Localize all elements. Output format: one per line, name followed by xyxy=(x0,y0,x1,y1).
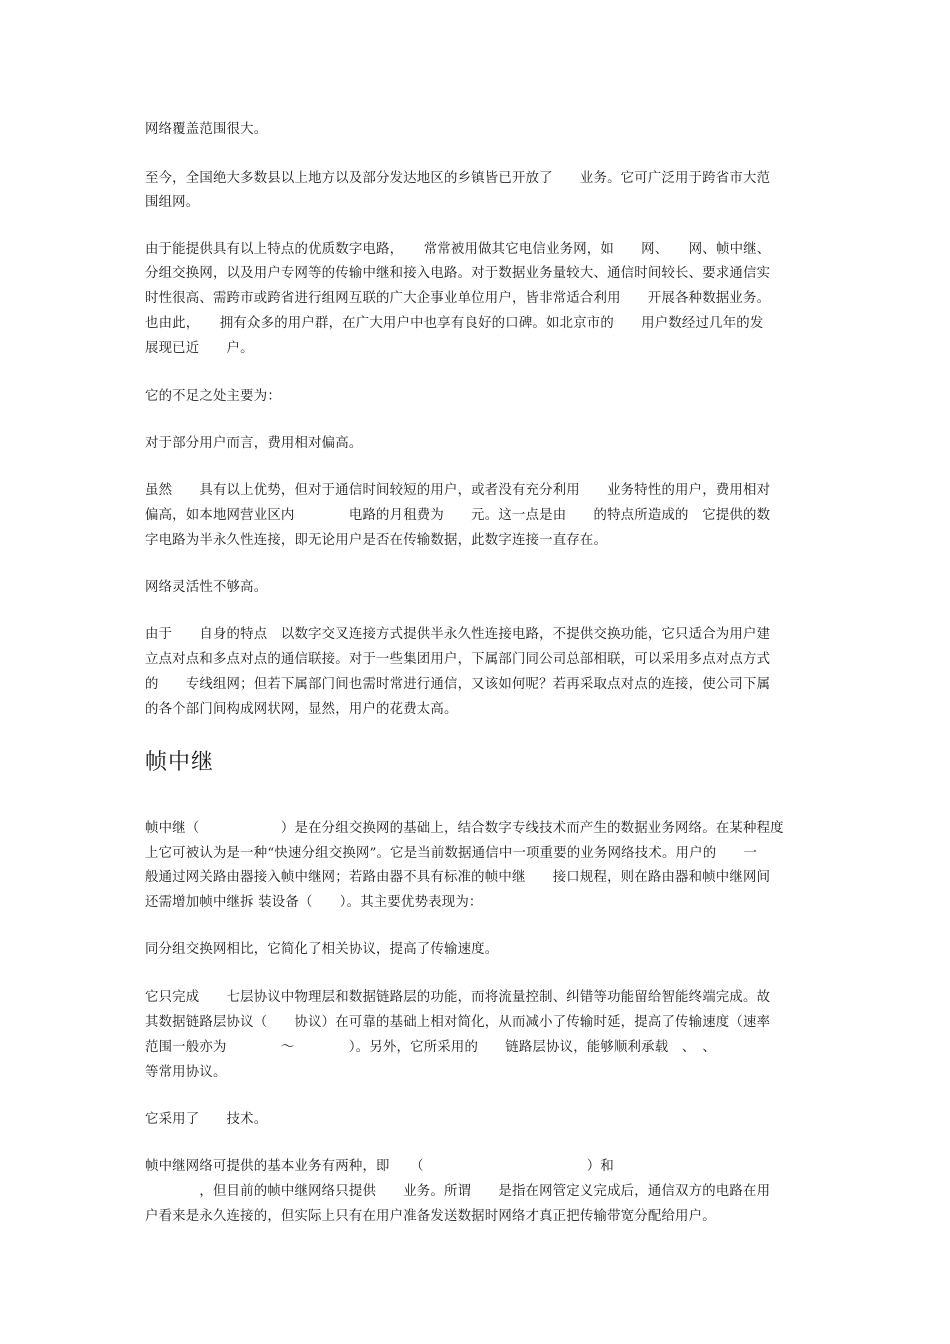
text-line: 由于能提供具有以上特点的优质数字电路， 常常被用做其它电信业务网，如 网、 网、帧中继、 xyxy=(145,242,771,257)
text-line: 字电路为半永久性连接，即无论用户是否在传输数据，此数字连接一直存在。 xyxy=(145,533,608,548)
text-line: 由于 自身的特点 以数字交叉连接方式提供半永久性连接电路，不提供交换功能，它只适合为用户建 xyxy=(145,627,771,642)
text-line: ，但目前的帧中继网络只提供 业务。所谓 是指在网管定义完成后，通信双方的电路在用 xyxy=(145,1184,771,1199)
text-line: 偏高，如本地网营业区内 电路的月租费为 元。这一点是由 的特点所造成的 它提供的数 xyxy=(145,508,771,523)
text-line: 同分组交换网相比，它简化了相关协议，提高了传输速度。 xyxy=(145,942,499,957)
text-line: 它的不足之处主要为： xyxy=(145,389,281,404)
text-line: 网络灵活性不够高。 xyxy=(145,580,268,595)
text-line: 也由此， 拥有众多的用户群，在广大用户中也享有良好的口碑。如北京市的 用户数经过几年的发 xyxy=(145,316,764,331)
text-line: 还需增加帧中继拆 装设备（ ）。其主要优势表现为： xyxy=(145,895,483,910)
text-line: 网络覆盖范围很大。 xyxy=(145,122,268,137)
text-line: 帧中继网络可提供的基本业务有两种，即 （ ）和 xyxy=(145,1159,614,1174)
text-line: 户看来是永久连接的，但实际上只有在用户准备发送数据时网络才真正把传输带宽分配给用户。 xyxy=(145,1209,716,1224)
text-line: 至今，全国绝大多数县以上地方以及部分发达地区的乡镇皆已开放了 业务。它可广泛用于跨省市大范 xyxy=(145,171,771,186)
text-line: 对于部分用户而言，费用相对偏高。 xyxy=(145,436,363,451)
text-line: 展现已近 户。 xyxy=(145,341,254,356)
text-line: 围组网。 xyxy=(145,195,200,210)
text-line: 立点对点和多点对点的通信联接。对于一些集团用户，下属部门同公司总部相联，可以采用多点对点方式 xyxy=(145,652,771,667)
text-line: 它只完成 七层协议中物理层和数据链路层的功能，而将流量控制、纠错等功能留给智能终端完成。故 xyxy=(145,990,771,1005)
text-line: 帧中继（ ）是在分组交换网的基础上，结合数字专线技术而产生的数据业务网络。在某种程度 xyxy=(145,821,784,836)
text-line: 等常用协议。 xyxy=(145,1065,227,1080)
text-line: 分组交换网，以及用户专网等的传输中继和接入电路。对于数据业务量较大、通信时间较长、要求通信实 xyxy=(145,266,771,281)
text-line: 的各个部门间构成网状网，显然，用户的花费太高。 xyxy=(145,702,458,717)
text-line: 上它可被认为是一种“快速分组交换网”。它是当前数据通信中一项重要的业务网络技术。用户的 一 xyxy=(145,846,758,861)
text-line: 虽然 具有以上优势，但对于通信时间较短的用户，或者没有充分利用 业务特性的用户，费用相对 xyxy=(145,483,771,498)
text-line: 它采用了 技术。 xyxy=(145,1112,268,1127)
text-line: 的 专线组网；但若下属部门间也需时常进行通信，又该如何呢？若再采取点对点的连接，使公司下属 xyxy=(145,677,771,692)
text-line: 范围一般亦为 ～ ）。另外，它所采用的 链路层协议，能够顺利承载 、 、 xyxy=(145,1040,716,1055)
text-line: 般通过网关路由器接入帧中继网；若路由器不具有标准的帧中继 接口规程，则在路由器和帧中继网间 xyxy=(145,870,771,885)
section-heading: 帧中继 xyxy=(145,750,215,775)
text-line: 时性很高、需跨市或跨省进行组网互联的广大企事业单位用户，皆非常适合利用 开展各种数据业务。 xyxy=(145,291,771,306)
text-line: 其数据链路层协议（ 协议）在可靠的基础上相对简化，从而减小了传输时延，提高了传输速度（速率 xyxy=(145,1015,771,1030)
